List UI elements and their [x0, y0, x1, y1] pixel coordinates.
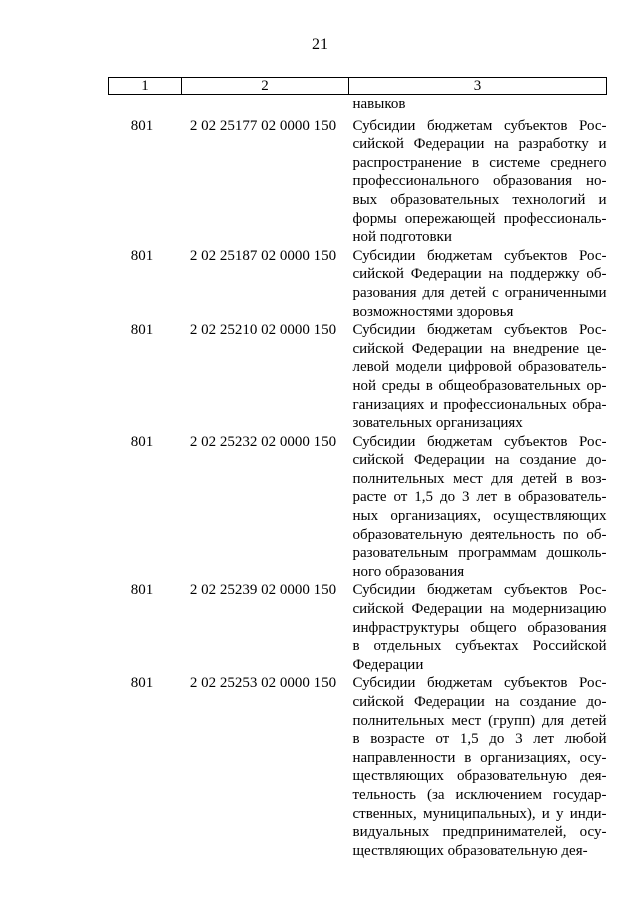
table-row [109, 247, 607, 321]
department-code: 801 [130, 675, 154, 692]
description-line: Субсидии бюджетам субъектов Рос- [352, 117, 607, 134]
description-line: Субсидии бюджетам субъектов Рос- [352, 433, 607, 450]
department-code: 801 [130, 582, 154, 599]
page-number: 21 [312, 36, 328, 53]
continuation-row [109, 95, 607, 117]
table-row [109, 321, 607, 433]
budget-classification-code: 2 02 25177 02 0000 150 [189, 117, 337, 134]
description-line: сийской Федерации на модернизацию [352, 601, 607, 618]
description-line: сийской Федерации на разработку и [352, 136, 607, 153]
description-line: ществляющих образовательную дея- [352, 768, 607, 785]
description-line: в возрасте от 1,5 до 3 лет любой [352, 731, 607, 748]
table-row [109, 674, 607, 860]
continuation-kbk-cell [182, 95, 349, 117]
description-line: сийской Федерации на внедрение це- [352, 340, 607, 357]
description-line: образовательную деятельность по об- [352, 526, 607, 543]
budget-classification-code: 2 02 25210 02 0000 150 [189, 322, 337, 339]
description-line: Субсидии бюджетам субъектов Рос- [352, 322, 607, 339]
description-line: тельность (за исключением государ- [352, 786, 607, 803]
budget-classification-code: 2 02 25239 02 0000 150 [189, 582, 337, 599]
description-line: ществляющих образовательную дея- [352, 842, 588, 859]
header-row [109, 78, 607, 95]
description-line: ной среды в общеобразовательных ор- [352, 377, 607, 394]
budget-classification-code: 2 02 25187 02 0000 150 [189, 247, 337, 264]
description-line: профессионального образования но- [352, 173, 607, 190]
description-line: возможностями здоровья [352, 303, 514, 320]
department-code: 801 [130, 247, 154, 264]
description-line: вых образовательных технологий и [352, 191, 607, 208]
table-row [109, 581, 607, 674]
description-line: сийской Федерации на создание до- [352, 694, 607, 710]
continuation-code-cell [109, 95, 182, 117]
description-line: ного образования [352, 563, 465, 580]
description-line: инфраструктуры общего образования [352, 619, 607, 636]
description-line: полнительных мест (групп) для детей [352, 712, 607, 729]
table-body [109, 95, 607, 861]
income-description [349, 674, 607, 860]
description-line: полнительных мест для детей в воз- [352, 470, 607, 487]
table-row [109, 117, 607, 247]
header-col-1: 1 [109, 78, 182, 95]
description-line: разования для детей с ограниченными [352, 284, 607, 301]
department-code: 801 [130, 117, 154, 134]
description-line: Федерации [352, 656, 424, 673]
description-line: ных организациях, осуществляющих [352, 508, 607, 525]
income-description [349, 247, 607, 321]
description-line: ной подготовки [352, 229, 452, 246]
income-description [349, 581, 607, 674]
header-col-3: 3 [349, 78, 607, 95]
income-description [349, 433, 607, 582]
description-line: в отдельных субъектах Российской [352, 638, 607, 655]
description-line: сийской Федерации на поддержку об- [352, 266, 607, 283]
description-line: левой модели цифровой образователь- [352, 359, 607, 376]
description-line: направленности в организациях, осу- [352, 749, 607, 766]
header-col-2: 2 [182, 78, 349, 95]
table-row [109, 433, 607, 582]
description-line: зовательных организациях [352, 415, 523, 432]
budget-classification-code: 2 02 25253 02 0000 150 [189, 675, 337, 692]
description-line: Субсидии бюджетам субъектов Рос- [352, 247, 607, 264]
income-description [349, 117, 607, 247]
department-code: 801 [130, 433, 154, 450]
budget-table [108, 77, 607, 860]
description-line: расте от 1,5 до 3 лет в образователь- [352, 489, 607, 506]
income-description [349, 321, 607, 433]
description-line: сийской Федерации на создание до- [352, 452, 607, 469]
description-line: ганизациях и профессиональных обра- [352, 396, 607, 413]
description-line: ственных, муниципальных), и у инди- [352, 805, 607, 822]
description-line: Субсидии бюджетам субъектов Рос- [352, 582, 607, 599]
description-line: формы опережающей профессиональ- [352, 210, 607, 227]
department-code: 801 [130, 322, 154, 339]
continuation-text: навыков [352, 96, 406, 112]
description-line: Субсидии бюджетам субъектов Рос- [352, 675, 607, 692]
description-line: видуальных предпринимателей, осу- [352, 824, 607, 841]
table-header [109, 78, 607, 95]
description-line: распространение в системе среднего [352, 154, 607, 171]
budget-classification-code: 2 02 25232 02 0000 150 [189, 433, 337, 450]
description-line: разовательным программам дошколь- [352, 545, 607, 562]
